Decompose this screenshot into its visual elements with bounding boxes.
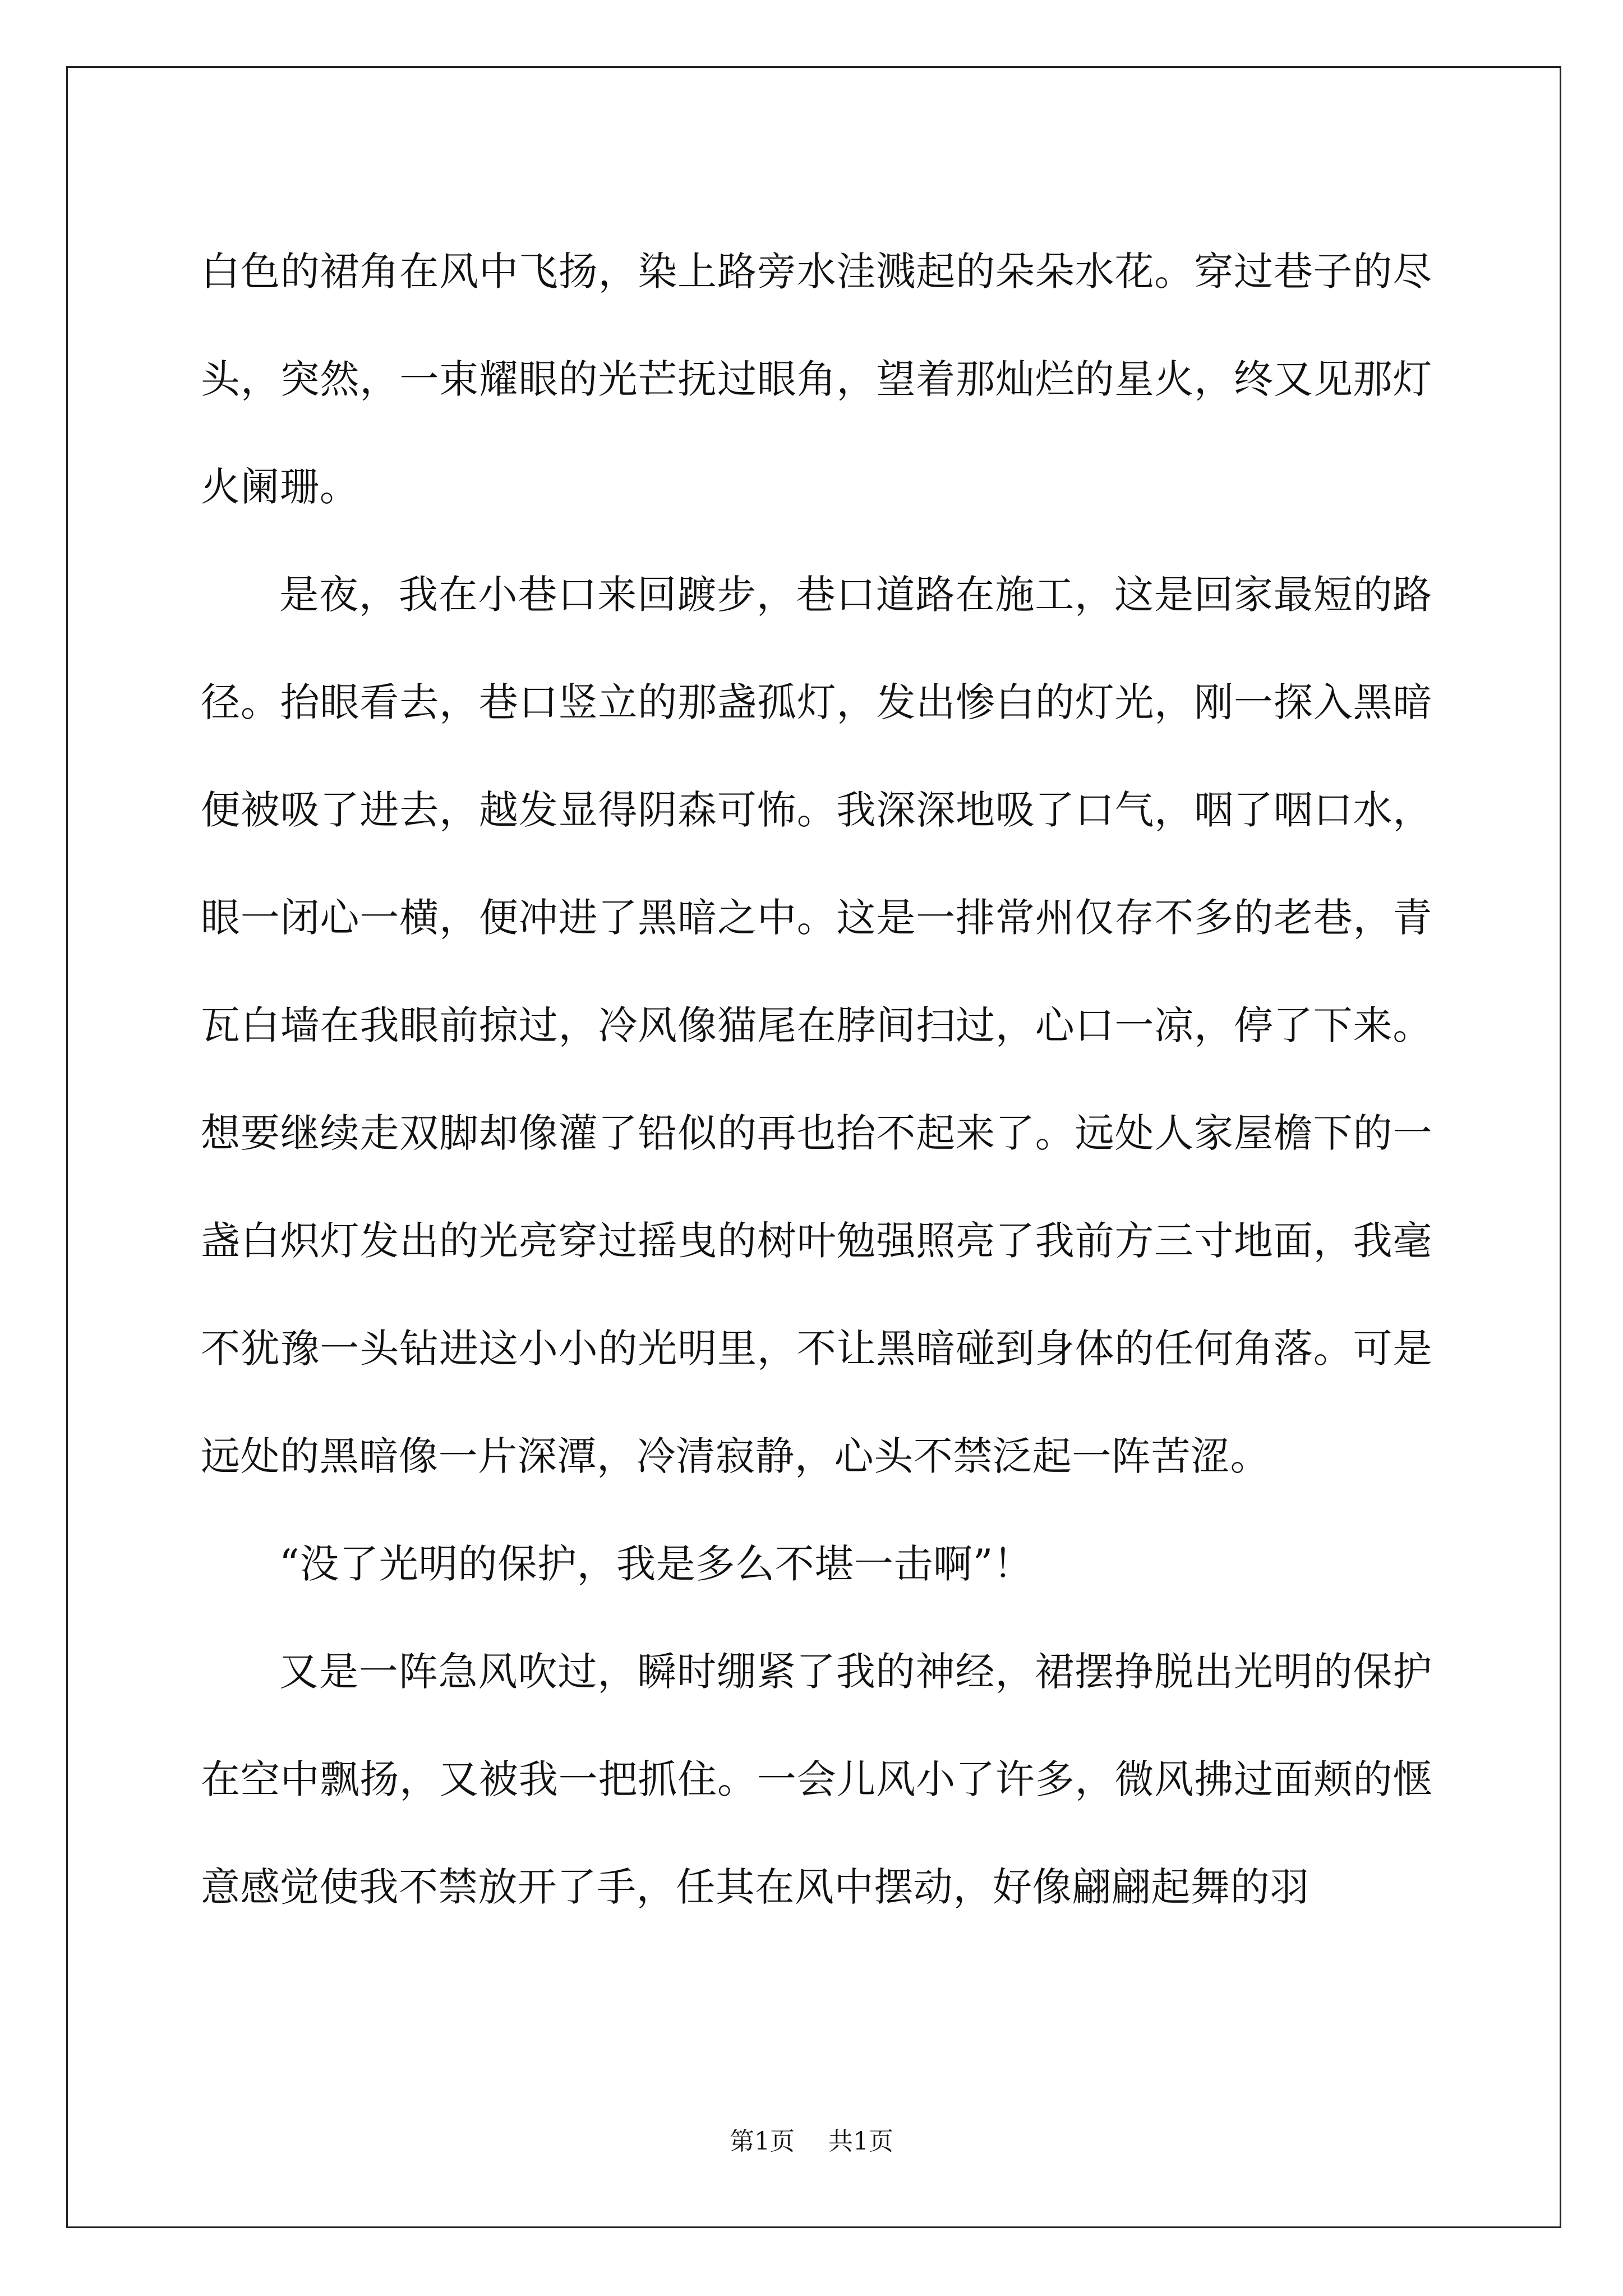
page-footer — [0, 2125, 1623, 2159]
document-body — [201, 218, 1432, 1941]
page-total: 共1页 — [828, 2127, 893, 2156]
paragraph-3: “没了光明的保护，我是多么不堪一击啊”！ — [279, 1541, 1033, 1587]
page-number: 第1页 — [730, 2127, 795, 2156]
paragraph-2: 是夜，我在小巷口来回踱步，巷口道路在施工，这是回家最短的路径。抬眼看去，巷口竖立的那盏孤灯，发出惨白的灯光，刚一探入黑暗便被吸了进去，越发显得阴森可怖。我深深地吸了口气，咽了咽口水，眼一闭心一横，便冲进了黑暗之中。这是一排常州仅存不多的老巷，青瓦白墙在我眼前掠过，冷风像猫尾在脖间扫过，心口一凉，停了下来。想要继续走双脚却像灌了铅似的再也抬不起来了。远处人家屋檐下的一盏白炽灯发出的光亮穿过摇曳的树叶勉强照亮了我前方三寸地面，我毫不犹豫一头钻进这小小的光明里，不让黑暗碰到身体的任何角落。可是远处的黑暗像一片深潭，冷清寂静，心头不禁泛起一阵苦涩。 — [201, 572, 1432, 1479]
paragraph-1: 白色的裙角在风中飞扬，染上路旁水洼溅起的朵朵水花。穿过巷子的尽头，突然，一束耀眼的光芒抚过眼角，望着那灿烂的星火，终又见那灯火阑珊。 — [201, 249, 1432, 510]
paragraph-4: 又是一阵急风吹过，瞬时绷紧了我的神经，裙摆挣脱出光明的保护在空中飘扬，又被我一把抓住。一会儿风小了许多，微风拂过面颊的惬意感觉使我不禁放开了手，任其在风中摆动，好像翩翩起舞的羽 — [201, 1649, 1432, 1910]
